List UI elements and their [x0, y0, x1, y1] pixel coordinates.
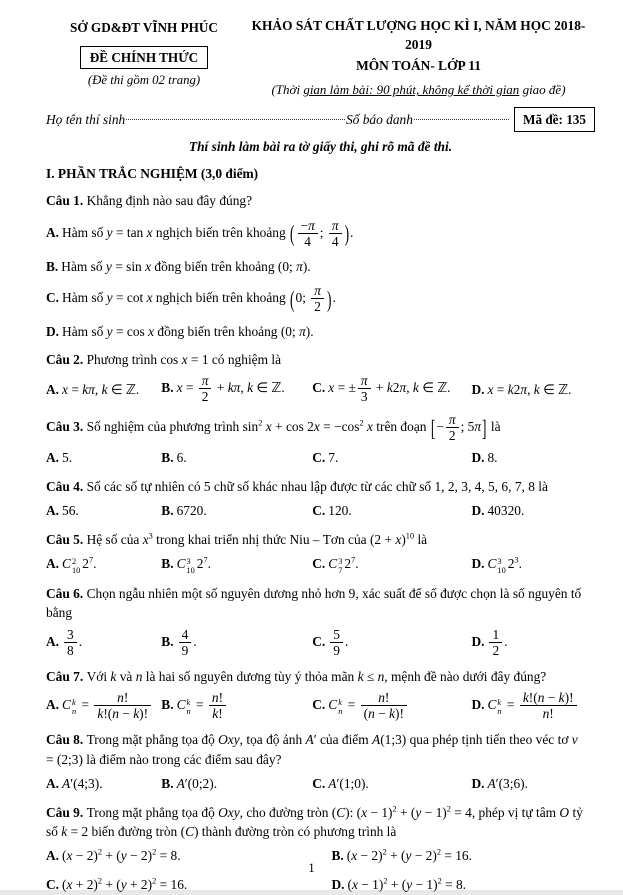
- question-text: Số nghiệm của phương trình $\sin^2 x + \cos 2x = -\cos^2$ x trên đoạn [− $\frac{\pi}{2}$ ; 5π] là: [86, 412, 501, 444]
- option-a: A. $(x - 2)^2 + (y - 2)^2 = 8$.: [46, 847, 181, 863]
- registration-number-field: [414, 118, 509, 120]
- question-stem: [46, 413, 595, 443]
- question-text: Khẳng định nào sau đây đúng?: [86, 193, 253, 209]
- exam-code-badge: Mã đề: 135: [514, 107, 595, 132]
- option-d: D. $(x - 1)^2 + (y - 1)^2 = 8$.: [331, 876, 467, 893]
- option-c: C. 7.: [312, 450, 339, 466]
- question-label: Câu 6.: [46, 585, 87, 601]
- question-label: Câu 5.: [46, 531, 87, 547]
- registration-number-label: Số báo danh: [345, 112, 413, 127]
- option-c: C. C 3 7 $2^7$.: [312, 555, 359, 575]
- questions: [46, 191, 595, 894]
- question-4: [46, 477, 595, 522]
- issuing-authority: SỞ GD&ĐT VĨNH PHÚC: [70, 20, 218, 35]
- option-c: C. C k n = $\frac{n!}{(n - k)!}$: [312, 690, 471, 722]
- option-d: D. A′(3;6).: [471, 776, 528, 792]
- option-c: C. Hàm số y = cot x nghịch biến trên khoảng (0; $\frac{\pi}{2}$ ).: [46, 283, 336, 315]
- question-label: Câu 9.: [46, 804, 87, 820]
- option-d: D. Hàm số y = cos x đồng biến trên khoảng (0; π).: [46, 324, 314, 340]
- options: [46, 373, 595, 405]
- option-a: A. x = kπ, k ∈ ℤ.: [46, 381, 140, 397]
- question-stem: [46, 803, 595, 842]
- header-left: [46, 16, 242, 90]
- option-c: C. $(x + 2)^2 + (y + 2)^2 = 16$.: [46, 876, 188, 893]
- option-c: C. A′(1;0).: [312, 776, 369, 792]
- question-1: [46, 191, 595, 342]
- instruction-line: Thí sinh làm bài ra tờ giấy thi, ghi rõ mã đề thi.: [188, 139, 453, 155]
- options: [46, 500, 595, 521]
- question-text: Hệ số của $x^3$ trong khai triển nhị thức Niu – Tơn của $(2 + x)^{10}$ là: [86, 531, 428, 547]
- option-c: C. x = ± $\frac{\pi}{3}$ + k2π, k ∈ ℤ.: [312, 373, 451, 405]
- question-label: Câu 8.: [46, 732, 87, 748]
- header: [46, 16, 595, 100]
- option-b: B. $(x - 2)^2 + (y - 2)^2 = 16$.: [331, 847, 472, 863]
- question-label: Câu 7.: [46, 668, 87, 684]
- time-note-underlined: gian làm bài: 90 phút, không kể thời gian: [303, 82, 520, 98]
- section-title: I. PHẦN TRẮC NGHIỆM (3,0 điểm): [46, 165, 259, 181]
- option-d: D. C k n = $\frac{k!(n - k)!}{n!}$: [471, 690, 595, 722]
- exam-title-line1: KHẢO SÁT CHẤT LƯỢNG HỌC KÌ I, NĂM HỌC 2018-2019: [251, 18, 586, 53]
- question-label: Câu 3.: [46, 419, 87, 435]
- options: [46, 690, 595, 722]
- candidate-name-label: Họ tên thí sinh: [46, 112, 126, 127]
- question-label: Câu 4.: [46, 478, 87, 494]
- option-a: A. C k n = $\frac{n!}{k!(n - k)!}$: [46, 690, 161, 722]
- question-label: Câu 2.: [46, 351, 87, 367]
- question-text: Số các số tự nhiên có 5 chữ số khác nhau lập được từ các chữ số 1, 2, 3, 4, 5, 6, 7, 8 là: [86, 478, 548, 494]
- option-a: A. Hàm số y = tan x nghịch biến trên khoảng ( $\frac{-\pi}{4}$ ; $\frac{\pi}{4}$ ).: [46, 217, 354, 249]
- options: [46, 219, 595, 342]
- question-8: [46, 730, 595, 794]
- option-d: D. x = k2π, k ∈ ℤ.: [471, 381, 572, 397]
- question-stem: [46, 477, 595, 496]
- question-text: Chọn ngẫu nhiên một số nguyên dương nhỏ hơn 9, xác suất để số được chọn là số nguyên tố bằng: [46, 585, 582, 621]
- option-a: A. 5.: [46, 450, 73, 466]
- question-stem: [46, 191, 595, 210]
- option-d: D. $\frac{1}{2}$ .: [471, 626, 508, 658]
- options: [46, 553, 595, 576]
- option-d: D. 40320.: [471, 503, 525, 519]
- question-7: [46, 667, 595, 723]
- option-a: A. $\frac{3}{8}$ .: [46, 626, 83, 658]
- option-b: B. C k n = $\frac{n!}{k!}$: [161, 690, 312, 722]
- option-b: B. C 3 10 $2^7$.: [161, 555, 212, 575]
- question-stem: [46, 350, 595, 369]
- exam-title-line2: MÔN TOÁN- LỚP 11: [356, 57, 481, 73]
- option-a: A. C 2 10 $2^7$.: [46, 555, 97, 575]
- question-3: [46, 413, 595, 469]
- question-stem: [46, 730, 595, 769]
- option-a: A. 56.: [46, 503, 79, 519]
- candidate-name-field: [126, 118, 345, 120]
- time-note: [242, 81, 595, 100]
- option-a: A. A′(4;3).: [46, 776, 103, 792]
- question-text: Với k và n là hai số nguyên dương tùy ý thỏa mãn k ≤ n, mệnh đề nào dưới đây đúng?: [86, 668, 547, 684]
- option-b: B. x = $\frac{\pi}{2}$ + kπ, k ∈ ℤ.: [161, 373, 285, 405]
- question-label: Câu 1.: [46, 193, 87, 209]
- option-b: B. 6.: [161, 450, 187, 466]
- option-b: B. 6720.: [161, 503, 207, 519]
- question-text: Trong mặt phẳng tọa độ Oxy, tọa độ ảnh A′ của điểm A(1;3) qua phép tịnh tiến theo véc tơ v⃗ = (2;3) là điểm nào trong các điểm sau đây?: [46, 732, 589, 767]
- question-stem: [46, 584, 595, 623]
- question-stem: [46, 667, 595, 686]
- official-exam-box: ĐỀ CHÍNH THỨC: [80, 46, 208, 69]
- question-text: Phương trình cos x = 1 có nghiệm là: [86, 351, 282, 367]
- option-b: B. A′(0;2).: [161, 776, 218, 792]
- options: [46, 773, 595, 794]
- options: [46, 627, 595, 659]
- question-5: [46, 530, 595, 576]
- time-note-post: giao đề): [519, 82, 566, 98]
- option-b: B. $\frac{4}{9}$ .: [161, 626, 197, 658]
- header-right: [242, 16, 595, 100]
- question-text: Trong mặt phẳng tọa độ Oxy, cho đường tròn (C): $(x - 1)^2 + (y - 1)^2 = 4$, phép vị tự tâm O tỷ số k = 2 biến đường tròn (C) thành đường tròn có phương trình là: [46, 804, 583, 840]
- option-c: C. 120.: [312, 503, 352, 519]
- question-9: [46, 803, 595, 895]
- pages-note: (Đề thi gồm 02 trang): [87, 73, 201, 88]
- option-b: B. Hàm số y = sin x đồng biến trên khoảng (0; π).: [46, 258, 311, 274]
- options: [46, 447, 595, 468]
- candidate-info-row: [46, 107, 595, 132]
- page-number: 1: [308, 860, 315, 876]
- question-2: [46, 350, 595, 406]
- question-stem: [46, 530, 595, 549]
- option-c: C. $\frac{5}{9}$ .: [312, 626, 349, 658]
- option-d: D. C 3 10 $2^3$.: [471, 555, 522, 575]
- question-6: [46, 584, 595, 659]
- option-d: D. 8.: [471, 450, 498, 466]
- time-note-pre: (Thời: [271, 82, 304, 98]
